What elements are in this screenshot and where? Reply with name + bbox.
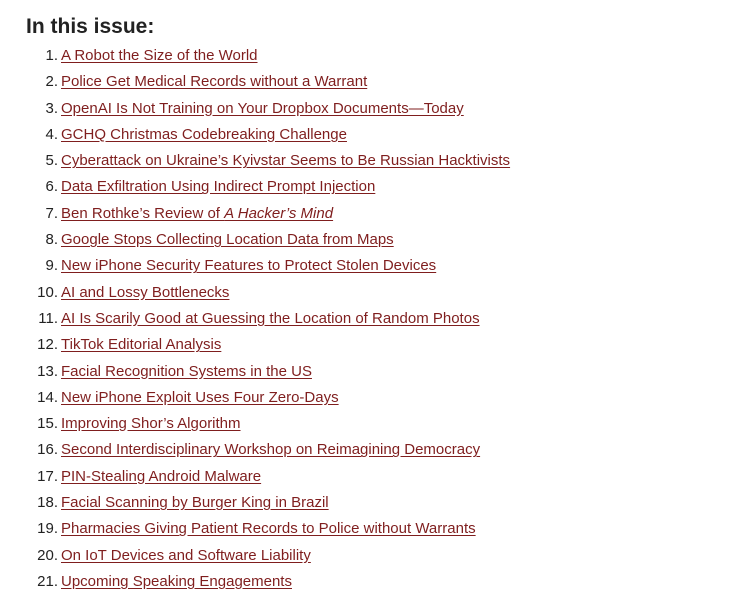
article-link[interactable]: [61, 126, 347, 143]
list-item: [26, 148, 510, 174]
list-item: [26, 69, 510, 95]
item-number: 10.: [37, 283, 58, 301]
item-number: 20.: [37, 546, 58, 564]
article-link-label: New iPhone Exploit Uses Four Zero-Days: [61, 388, 339, 406]
page-title: In this issue:: [26, 15, 155, 38]
article-link[interactable]: [61, 389, 339, 406]
item-number: 5.: [45, 152, 58, 170]
item-number: 15.: [37, 415, 58, 433]
article-link-label: Google Stops Collecting Location Data from Maps: [61, 231, 394, 249]
list-item: [26, 122, 510, 148]
article-link-label: TikTok Editorial Analysis: [61, 336, 222, 354]
item-number: 17.: [37, 467, 58, 485]
list-item: [26, 490, 510, 516]
article-link-label: A Robot the Size of the World: [61, 47, 258, 64]
list-item: [26, 543, 510, 569]
list-item: [26, 253, 510, 279]
list-item: [26, 411, 510, 437]
article-link-label: Facial Recognition Systems in the US: [61, 362, 312, 380]
list-item: [26, 516, 510, 542]
list-item: [26, 332, 510, 358]
item-number: 13.: [37, 362, 58, 380]
article-link[interactable]: [61, 100, 464, 117]
item-number: 9.: [45, 257, 58, 275]
article-link[interactable]: [61, 47, 258, 64]
article-link-label: Ben Rothke’s Review of: [61, 204, 225, 222]
item-number: 8.: [45, 231, 58, 249]
list-item: [26, 437, 510, 463]
article-link[interactable]: [61, 310, 480, 327]
article-link[interactable]: [61, 178, 375, 195]
article-link[interactable]: [61, 573, 292, 590]
list-item: [26, 569, 510, 595]
article-link-label: Improving Shor’s Algorithm: [61, 415, 241, 433]
article-link[interactable]: [61, 257, 436, 274]
article-link[interactable]: [61, 520, 476, 537]
list-item: [26, 385, 510, 411]
article-link-label: Data Exfiltration Using Indirect Prompt Injection: [61, 178, 376, 196]
article-link-label: AI and Lossy Bottlenecks: [61, 283, 230, 301]
article-link-label: Upcoming Speaking Engagements: [61, 572, 292, 590]
item-number: 12.: [37, 336, 58, 354]
article-link-label: PIN-Stealing Android Malware: [61, 467, 262, 485]
article-link[interactable]: [61, 415, 241, 432]
list-item: [26, 96, 510, 122]
item-number: 18.: [37, 494, 58, 512]
list-item: [26, 359, 510, 385]
list-item: [26, 306, 510, 332]
item-number: 7.: [45, 204, 58, 222]
article-link-label: AI Is Scarily Good at Guessing the Location of Random Photos: [61, 309, 480, 327]
article-link-italic-title: A Hacker’s Mind: [224, 204, 334, 222]
list-item: [26, 464, 510, 490]
article-link-label: Police Get Medical Records without a Warrant: [61, 73, 368, 91]
list-item: [26, 280, 510, 306]
article-link[interactable]: [61, 494, 329, 511]
list-item: [26, 43, 510, 69]
item-number: 16.: [37, 441, 58, 459]
list-item: [26, 201, 510, 227]
item-number: 2.: [45, 73, 58, 91]
article-link[interactable]: [61, 441, 480, 458]
article-link-label: GCHQ Christmas Codebreaking Challenge: [61, 125, 347, 143]
issue-contents: [26, 13, 733, 590]
article-link-label: Pharmacies Giving Patient Records to Police without Warrants: [61, 520, 476, 538]
article-link[interactable]: [61, 73, 367, 90]
item-number: 1.: [45, 47, 58, 64]
item-number: 19.: [37, 520, 58, 538]
item-number: 6.: [45, 178, 58, 196]
article-link-label: Cyberattack on Ukraine’s Kyivstar Seems to Be Russian Hacktivists: [61, 152, 511, 170]
article-link[interactable]: [61, 284, 229, 301]
article-link-label: Facial Scanning by Burger King in Brazil: [61, 494, 329, 512]
issue-list: [26, 43, 510, 595]
item-number: 21.: [37, 572, 58, 590]
article-link-label: Second Interdisciplinary Workshop on Reimagining Democracy: [61, 441, 481, 459]
article-link[interactable]: [61, 231, 394, 248]
article-link[interactable]: [61, 205, 333, 222]
article-link[interactable]: [61, 547, 311, 564]
item-number: 14.: [37, 388, 58, 406]
article-link[interactable]: [61, 363, 312, 380]
item-number: 11.: [38, 309, 58, 327]
article-link-label: On IoT Devices and Software Liability: [61, 546, 311, 564]
article-link[interactable]: [61, 152, 510, 169]
item-number: 3.: [45, 99, 58, 117]
article-link[interactable]: [61, 468, 261, 485]
list-item: [26, 227, 510, 253]
item-number: 4.: [45, 125, 58, 143]
list-item: [26, 174, 510, 200]
article-link-label: New iPhone Security Features to Protect Stolen Devices: [61, 257, 437, 275]
article-link[interactable]: [61, 336, 221, 353]
article-link-label: OpenAI Is Not Training on Your Dropbox Documents—Today: [61, 99, 464, 117]
